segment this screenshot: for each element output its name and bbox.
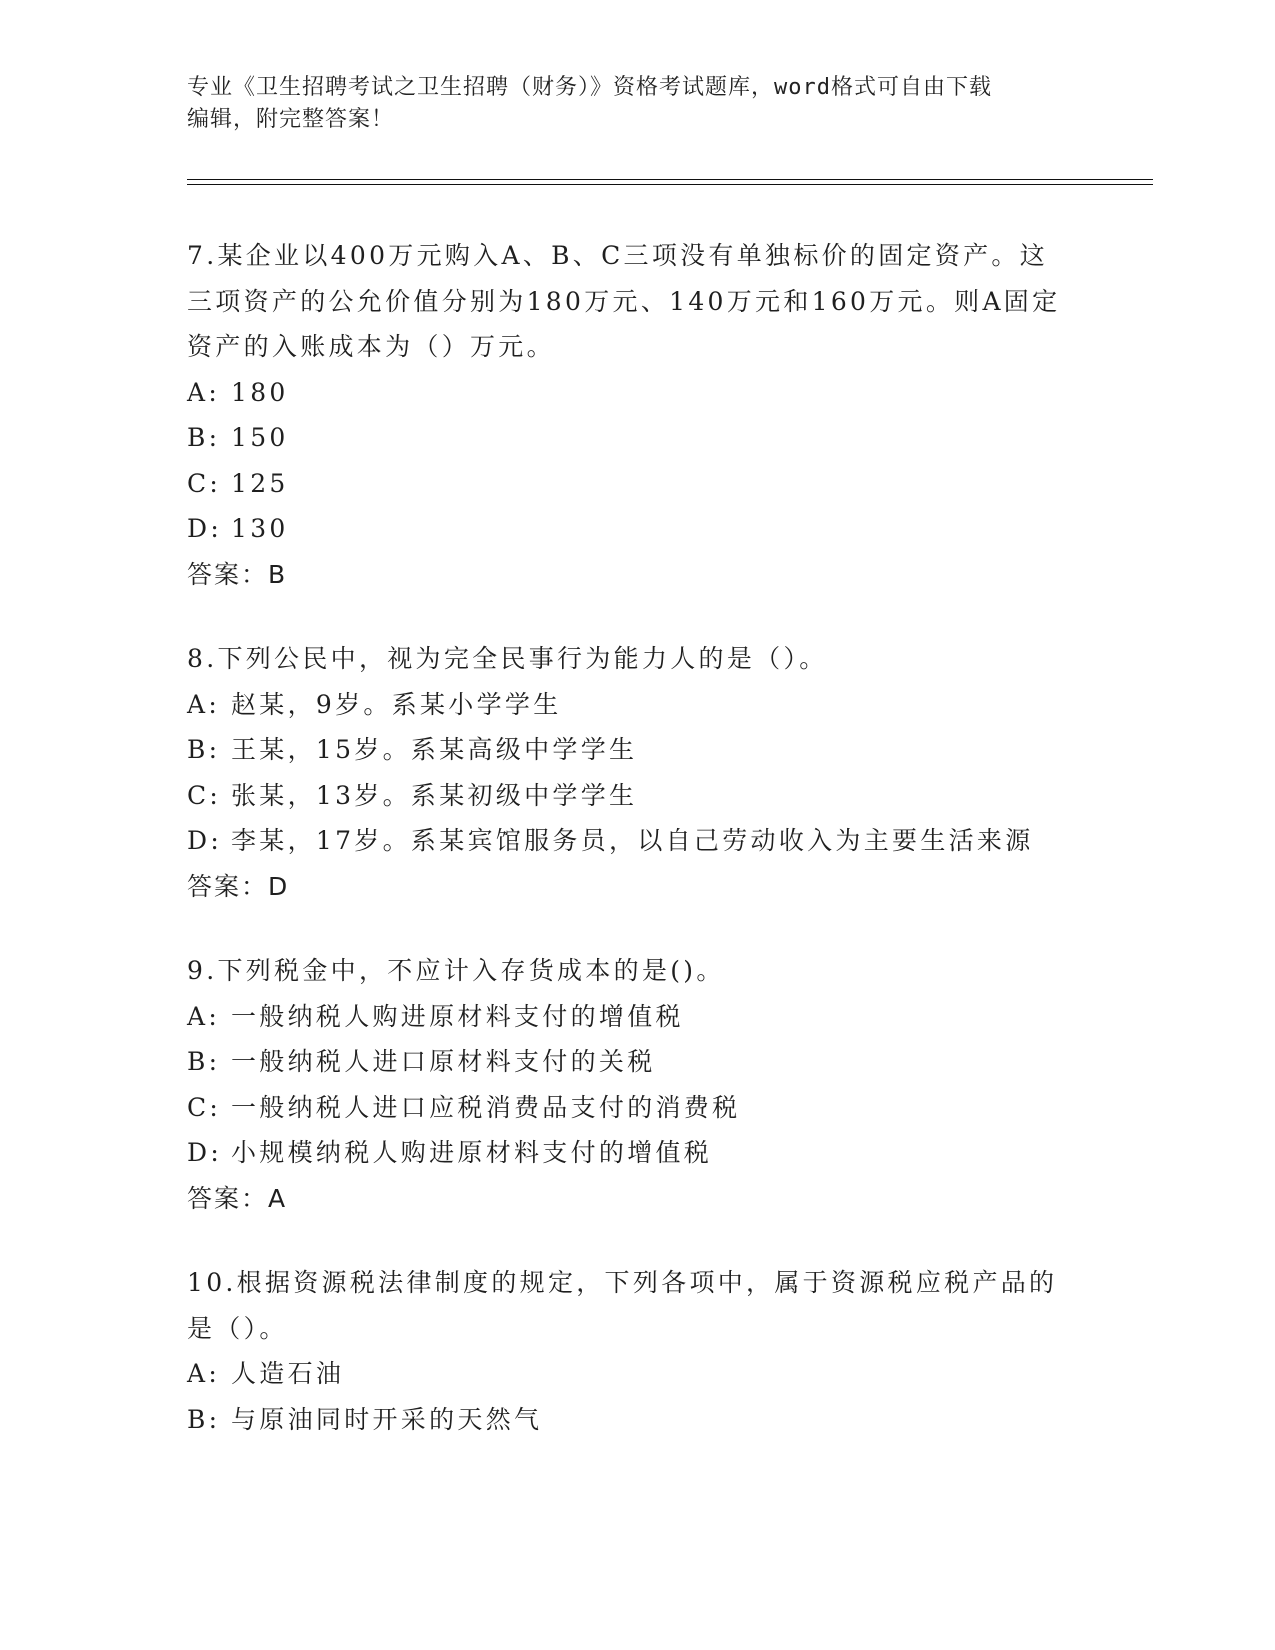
option-a (187, 682, 1087, 728)
option-a (187, 1351, 1087, 1397)
option-c (187, 461, 1087, 507)
option-letter: B: (187, 423, 221, 452)
option-letter: C: (187, 1092, 222, 1122)
answer-line: 答案：D (187, 871, 290, 901)
option-letter: A: (187, 1001, 221, 1031)
option-b (187, 727, 1087, 773)
option-text: 125 (231, 468, 289, 498)
option-letter: A: (187, 689, 221, 719)
question-7 (187, 233, 1087, 597)
header-divider-bottom (187, 184, 1153, 185)
option-letter: A: (187, 377, 221, 407)
option-letter: D: (187, 826, 223, 855)
option-text: 一般纳税人进口应税消费品支付的消费税 (231, 1092, 741, 1122)
option-letter: C: (187, 780, 222, 810)
question-stem-line: 8.下列公民中，视为完全民事行为能力人的是（）。 (187, 644, 828, 673)
question-stem-line: 7.某企业以400万元购入A、B、C三项没有单独标价的固定资产。这 (187, 241, 1049, 270)
questions-list (187, 233, 1087, 1481)
question-stem-line: 资产的入账成本为（）万元。 (187, 332, 555, 361)
document-header (187, 72, 1067, 136)
question-9 (187, 948, 1087, 1221)
question-stem-line: 三项资产的公允价值分别为180万元、140万元和160万元。则A固定 (187, 286, 1061, 316)
header-line-1: 专业《卫生招聘考试之卫生招聘（财务）》资格考试题库，word格式可自由下载 (187, 75, 992, 100)
option-letter: B: (187, 1404, 221, 1434)
option-c (187, 773, 1087, 819)
option-text: 130 (231, 514, 289, 543)
option-letter: C: (187, 468, 222, 498)
question-stem-line: 9.下列税金中，不应计入存货成本的是()。 (187, 956, 725, 985)
option-text: 150 (231, 423, 289, 452)
header-divider-top (187, 179, 1153, 180)
option-letter: A: (187, 1359, 221, 1388)
option-d (187, 818, 1087, 864)
question-10 (187, 1260, 1087, 1442)
option-text: 张某，13岁。系某初级中学学生 (231, 780, 638, 810)
question-8 (187, 636, 1087, 909)
option-letter: B: (187, 1047, 221, 1076)
option-b (187, 415, 1087, 461)
question-stem-line: 是（）。 (187, 1313, 288, 1343)
option-text: 人造石油 (231, 1359, 345, 1388)
option-d (187, 506, 1087, 552)
option-c (187, 1085, 1087, 1131)
option-text: 一般纳税人进口原材料支付的关税 (231, 1047, 656, 1076)
option-b (187, 1039, 1087, 1085)
option-text: 小规模纳税人购进原材料支付的增值税 (231, 1138, 713, 1167)
option-text: 李某，17岁。系某宾馆服务员，以自己劳动收入为主要生活来源 (231, 826, 1034, 855)
option-text: 王某，15岁。系某高级中学学生 (231, 735, 638, 764)
answer-line: 答案：B (187, 559, 288, 589)
option-a (187, 994, 1087, 1040)
option-a (187, 370, 1087, 416)
option-letter: D: (187, 514, 223, 543)
option-letter: B: (187, 735, 221, 764)
option-text: 180 (231, 377, 289, 407)
option-text: 赵某，9岁。系某小学学生 (231, 689, 562, 719)
option-d (187, 1130, 1087, 1176)
header-line-2: 编辑，附完整答案！ (187, 107, 395, 132)
option-text: 一般纳税人购进原材料支付的增值税 (231, 1001, 684, 1031)
question-stem-line: 10.根据资源税法律制度的规定，下列各项中，属于资源税应税产品的 (187, 1268, 1058, 1297)
option-letter: D: (187, 1138, 223, 1167)
option-b (187, 1397, 1087, 1443)
answer-line: 答案：A (187, 1183, 288, 1213)
option-text: 与原油同时开采的天然气 (231, 1404, 543, 1434)
